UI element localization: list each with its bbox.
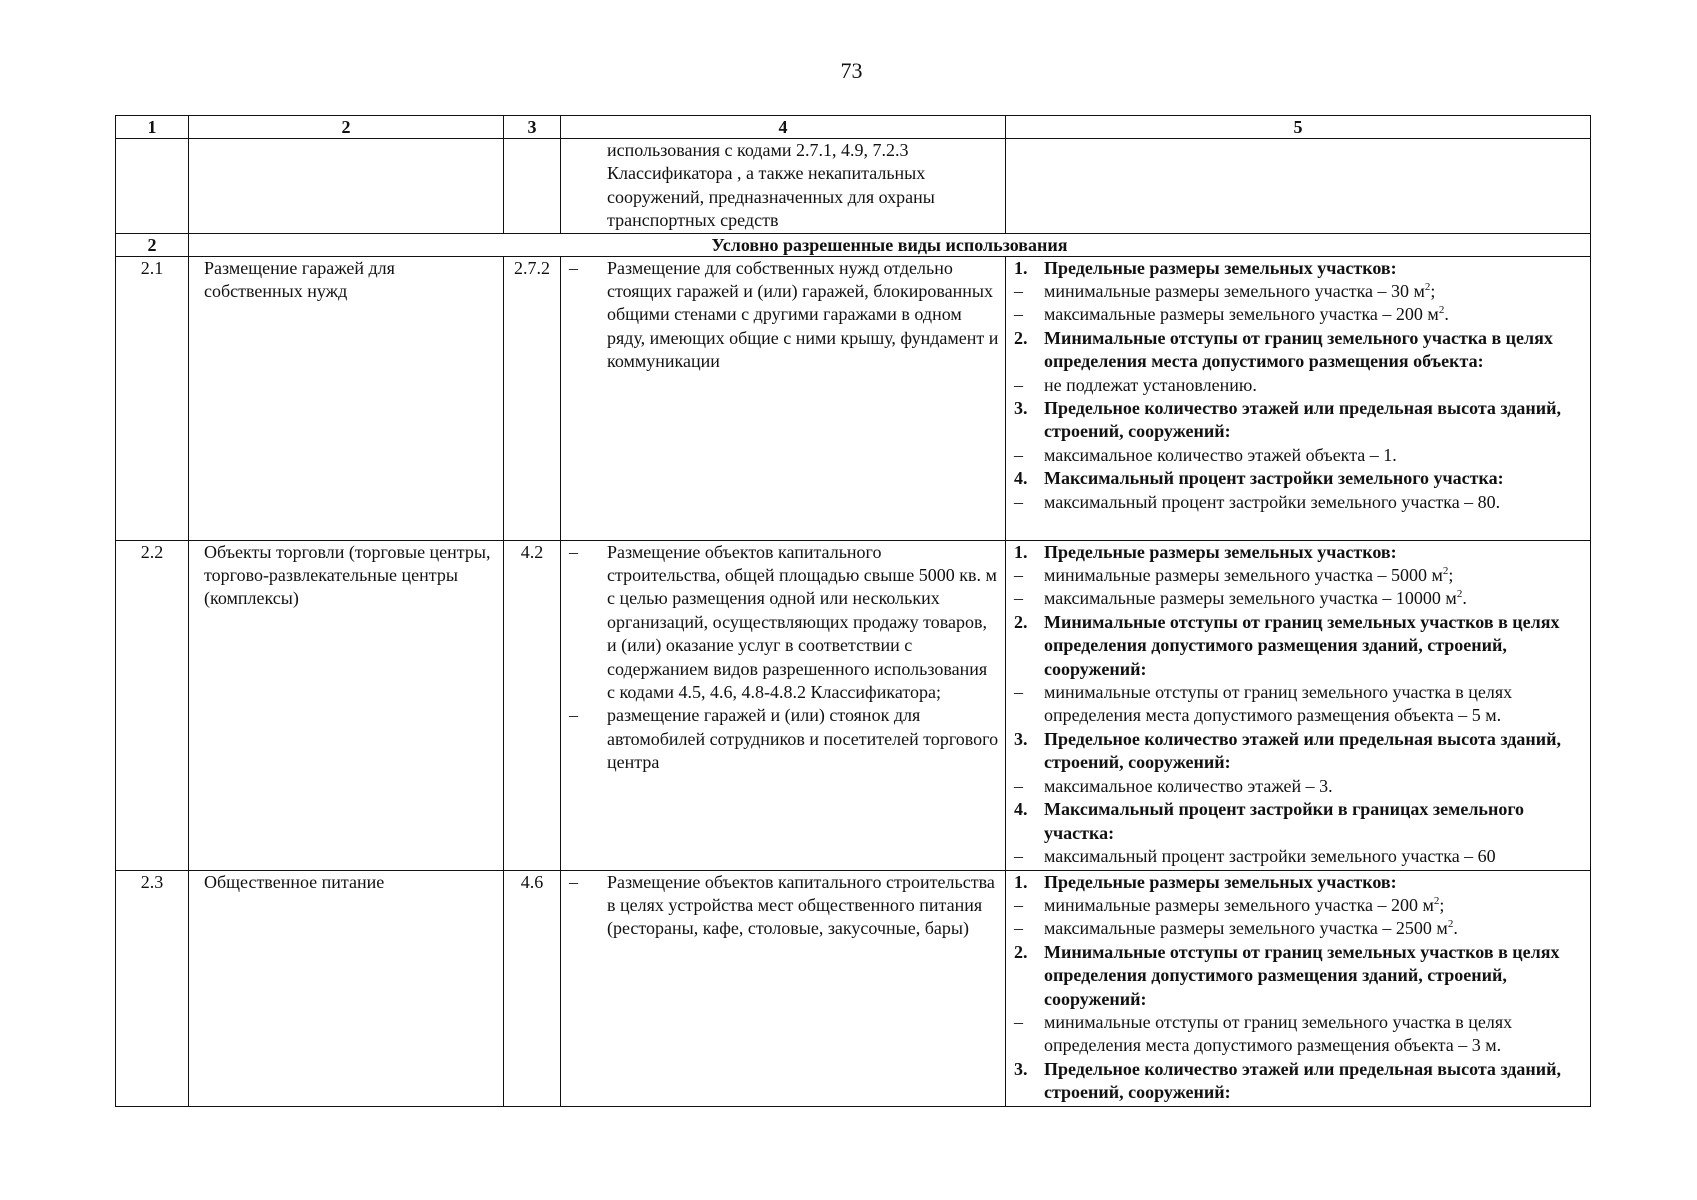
- parameter-value: максимальные размеры земельного участка – 10000 $м^2$.: [1044, 588, 1467, 609]
- parameter-heading: [1014, 467, 1584, 490]
- parameter-text: максимальные размеры земельного участка – 2500 м: [1044, 918, 1448, 939]
- parameter-title: Минимальные отступы от границ земельного участка в целях определения места допустимого размещения объекта:: [1044, 327, 1553, 372]
- header-col-4: 4: [561, 116, 1006, 139]
- continuation-cell-5: [1006, 139, 1591, 234]
- parameter-text: максимальный процент застройки земельного участка – 80.: [1044, 491, 1501, 512]
- parameter-text: минимальные отступы от границ земельного участка в целях определения места допустимого размещения объекта – 3 м.: [1044, 1012, 1513, 1056]
- land-use-table: [115, 115, 1591, 1107]
- parameter-item: [1014, 444, 1584, 467]
- parameter-value: максимальные размеры земельного участка – 200 $м^2$.: [1044, 304, 1449, 325]
- dash-marker: –: [569, 705, 578, 726]
- dash-marker: –: [1014, 1012, 1023, 1033]
- parameter-value: минимальные размеры земельного участка – 5000 $м^2$;: [1044, 565, 1454, 586]
- section-number: 2: [116, 233, 189, 256]
- parameter-number: 3.: [1014, 1058, 1028, 1079]
- parameter-title: Минимальные отступы от границ земельных участков в целях определения допустимого размещения зданий, строений, сооружений:: [1044, 941, 1560, 1009]
- dash-marker: –: [1014, 304, 1023, 325]
- parameter-title: Предельное количество этажей или предельная высота зданий, строений, сооружений:: [1044, 1058, 1562, 1103]
- parameter-heading: [1014, 798, 1584, 845]
- continuation-line: Классификатора , а также некапитальных: [607, 163, 926, 184]
- continuation-line: использования с кодами 2.7.1, 4.9, 7.2.3: [607, 140, 909, 160]
- parameter-text: минимальные размеры земельного участка – 5000 м: [1044, 565, 1443, 586]
- superscript: 2: [1442, 565, 1449, 578]
- continuation-cell-3: [504, 139, 561, 234]
- use-description: [561, 540, 1006, 870]
- parameter-heading: [1014, 397, 1584, 444]
- dash-marker: –: [1014, 845, 1023, 866]
- superscript: 2: [1433, 895, 1440, 908]
- superscript: 2: [1456, 588, 1463, 601]
- dash-marker: –: [1014, 682, 1023, 703]
- dash-marker: –: [1014, 918, 1023, 939]
- parameter-heading: [1014, 1058, 1584, 1105]
- classifier-code: 4.6: [504, 870, 561, 1106]
- description-text: Размещение для собственных нужд отдельно стоящих гаражей и (или) гаражей, блокированных общими стенами с другими гаражами в одном ряду, имеющих общие с ними крышу, фундамент и коммуникации: [607, 257, 999, 372]
- dash-marker: –: [1014, 565, 1023, 586]
- parameter-item: [1014, 374, 1584, 397]
- row-number: 2.1: [116, 256, 189, 540]
- dash-marker: –: [1014, 444, 1023, 465]
- parameters: [1006, 870, 1591, 1106]
- parameter-heading: [1014, 257, 1584, 280]
- parameter-text: минимальные отступы от границ земельного участка в целях определения места допустимого размещения объекта – 5 м.: [1044, 682, 1513, 726]
- description-text: Размещение объектов капитального строительства, общей площадью свыше 5000 кв. м с целью размещения одной или нескольких организаций, осуществляющих продажу товаров, и (или) оказание услуг в соответствии с содержанием видов разрешенного использования с кодами 4.5, 4.6, 4.8-4.8.2 Классификатора;: [607, 541, 997, 703]
- parameter-item: [1014, 917, 1584, 940]
- description-item: [569, 541, 999, 705]
- parameter-number: 2.: [1014, 941, 1028, 962]
- parameter-title: Предельное количество этажей или предельная высота зданий, строений, сооружений:: [1044, 728, 1562, 773]
- dash-marker: –: [1014, 491, 1023, 512]
- parameter-item: [1014, 1011, 1584, 1058]
- dash-marker: –: [569, 541, 578, 562]
- parameter-heading: [1014, 728, 1584, 775]
- header-col-1: 1: [116, 116, 189, 139]
- continuation-line: сооружений, предназначенных для охраны: [607, 186, 935, 207]
- parameter-text: минимальные размеры земельного участка – 30 м: [1044, 281, 1425, 302]
- parameter-item: [1014, 681, 1584, 728]
- header-col-3: 3: [504, 116, 561, 139]
- parameter-number: 2.: [1014, 611, 1028, 632]
- description-item: [569, 704, 999, 774]
- dash-marker: –: [1014, 374, 1023, 395]
- superscript: 2: [1424, 281, 1431, 294]
- use-name: Общественное питание: [189, 870, 504, 1106]
- use-name: Размещение гаражей для собственных нужд: [189, 256, 504, 540]
- row-number: 2.3: [116, 870, 189, 1106]
- parameter-number: 1.: [1014, 257, 1028, 278]
- description-text: размещение гаражей и (или) стоянок для автомобилей сотрудников и посетителей торгового центра: [607, 705, 999, 773]
- continuation-row: [116, 139, 1591, 234]
- parameter-heading: [1014, 541, 1584, 564]
- section-title: Условно разрешенные виды использования: [189, 233, 1591, 256]
- description-item: [569, 257, 999, 374]
- parameter-item: [1014, 587, 1584, 610]
- header-row: [116, 116, 1591, 139]
- use-name: Объекты торговли (торговые центры, торгово-развлекательные центры (комплексы): [189, 540, 504, 870]
- parameter-text: максимальный процент застройки земельного участка – 60: [1044, 845, 1496, 866]
- parameters: [1006, 256, 1591, 540]
- dash-marker: –: [569, 257, 578, 278]
- page-number: 73: [840, 58, 863, 83]
- description-text: Размещение объектов капитального строительства в целях устройства мест общественного питания (рестораны, кафе, столовые, закусочные, бары): [607, 871, 995, 939]
- parameter-item: [1014, 491, 1584, 514]
- parameter-heading: [1014, 941, 1584, 1011]
- parameter-title: Максимальный процент застройки земельного участка:: [1044, 468, 1504, 489]
- parameter-value: максимальные размеры земельного участка – 2500 $м^2$.: [1044, 918, 1458, 939]
- parameter-text: максимальные размеры земельного участка – 200 м: [1044, 304, 1439, 325]
- table-row: [116, 540, 1591, 870]
- parameter-number: 4.: [1014, 799, 1028, 820]
- continuation-cell-1: [116, 139, 189, 234]
- parameter-text: не подлежат установлению.: [1044, 374, 1257, 395]
- parameter-number: 1.: [1014, 541, 1028, 562]
- parameter-title: Минимальные отступы от границ земельных участков в целях определения допустимого размещения зданий, строений, сооружений:: [1044, 611, 1560, 679]
- parameter-heading: [1014, 327, 1584, 374]
- parameter-title: Предельные размеры земельных участков:: [1044, 257, 1397, 278]
- use-description: [561, 870, 1006, 1106]
- parameter-title: Предельные размеры земельных участков:: [1044, 541, 1397, 562]
- parameter-item: [1014, 894, 1584, 917]
- parameter-heading: [1014, 611, 1584, 681]
- parameter-title: Максимальный процент застройки в границах земельного участка:: [1044, 799, 1525, 843]
- table-row: [116, 870, 1591, 1106]
- dash-marker: –: [1014, 895, 1023, 916]
- parameter-text: максимальные размеры земельного участка – 10000 м: [1044, 588, 1457, 609]
- description-item: [569, 871, 999, 941]
- continuation-cell-2: [189, 139, 504, 234]
- parameter-title: Предельные размеры земельных участков:: [1044, 871, 1397, 892]
- row-number: 2.2: [116, 540, 189, 870]
- header-col-2: 2: [189, 116, 504, 139]
- dash-marker: –: [1014, 281, 1023, 302]
- parameter-item: [1014, 280, 1584, 303]
- classifier-code: 2.7.2: [504, 256, 561, 540]
- parameter-item: [1014, 845, 1584, 868]
- parameter-text: максимальное количество этажей объекта – 1.: [1044, 444, 1397, 465]
- parameter-value: минимальные размеры земельного участка – 30 $м^2$;: [1044, 281, 1436, 302]
- table-row: [116, 256, 1591, 540]
- parameter-number: 3.: [1014, 398, 1028, 419]
- dash-marker: –: [1014, 588, 1023, 609]
- classifier-code: 4.2: [504, 540, 561, 870]
- continuation-line: транспортных средств: [607, 210, 779, 231]
- use-description: [561, 256, 1006, 540]
- section-row: [116, 233, 1591, 256]
- parameter-number: 2.: [1014, 327, 1028, 348]
- parameter-item: [1014, 564, 1584, 587]
- parameter-number: 1.: [1014, 871, 1028, 892]
- superscript: 2: [1438, 304, 1445, 317]
- parameter-text: максимальное количество этажей – 3.: [1044, 775, 1333, 796]
- parameter-number: 4.: [1014, 468, 1028, 489]
- dash-marker: –: [1014, 775, 1023, 796]
- parameter-text: минимальные размеры земельного участка – 200 м: [1044, 895, 1434, 916]
- parameter-item: [1014, 775, 1584, 798]
- header-col-5: 5: [1006, 116, 1591, 139]
- parameter-title: Предельное количество этажей или предельная высота зданий, строений, сооружений:: [1044, 398, 1562, 442]
- parameter-number: 3.: [1014, 728, 1028, 749]
- parameter-heading: [1014, 871, 1584, 894]
- parameter-item: [1014, 303, 1584, 326]
- parameter-value: минимальные размеры земельного участка – 200 $м^2$;: [1044, 895, 1445, 916]
- dash-marker: –: [569, 871, 578, 892]
- continuation-description: [561, 139, 1006, 234]
- parameters: [1006, 540, 1591, 870]
- superscript: 2: [1447, 918, 1454, 931]
